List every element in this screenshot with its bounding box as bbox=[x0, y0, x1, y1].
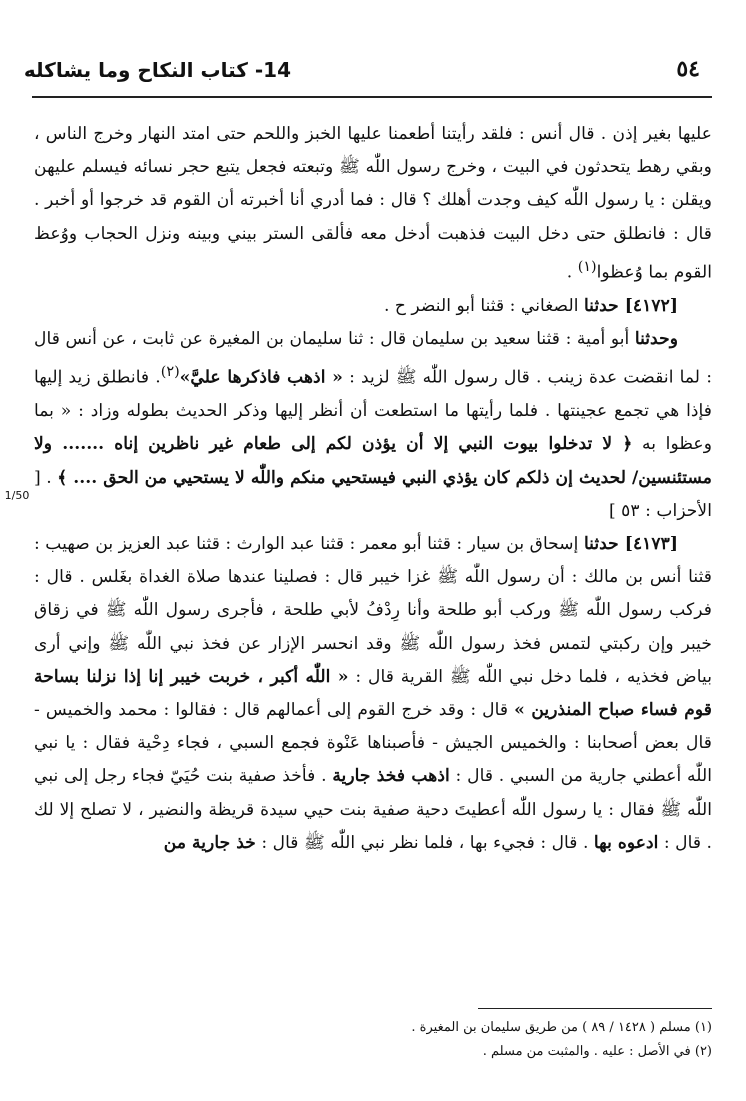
footnote: (٢) في الأصل : عليه . والمثبت من مسلم . bbox=[482, 1044, 712, 1059]
prophetic-quote: « اللّٰه أكبر ، خربت خيبر إنا إذا نزلنا بساحة قوم فساء صباح المنذرين » bbox=[34, 666, 712, 720]
prophetic-quote: اذهب فخذ جارية bbox=[332, 766, 450, 787]
footnote-ref: (١) bbox=[577, 258, 597, 275]
prophetic-quote: ادعوه بها bbox=[593, 832, 659, 853]
margin-note: 1/50 bbox=[4, 489, 30, 502]
hadith-4173: [٤١٧٣] حدثنا إسحاق بن سيار : قثنا أبو معمر : قثنا عبد الوارث : قثنا عبد العزيز بن صهيب : قثنا أنس بن مالك : أن رسول اللّٰه ﷺ غزا خيبر قال : فصلينا عندها صلاة الغداة بغَلس . قال : فركب رسول اللّٰه ﷺ وركب أبو طلحة وأنا رِدْفُ لأبي طلحة ، فأجرى رسول اللّٰه ﷺ في زقاق خيبر وإن ركبتي لتمس فخذ رسول اللّٰه ﷺ وقد انحسر الإزار عن فخذ نبي اللّٰه ﷺ وإني أرى بياض فخذيه ، فلما دخل نبي اللّٰه ﷺ القرية قال : « اللّٰه أكبر ، خربت خيبر إنا إذا نزلنا بساحة قوم فساء صباح المنذرين » قال : وقد خرج القوم إلى أعمالهم قال : فقالوا : محمد والخميس - قال بعض أصحابنا : والخميس الجيش - فأصبناها عَنْوة فجمع السبي ، فجاء دِحْية فقال : يا نبي اللّٰه أعطني جارية من السبي . قال : اذهب فخذ جارية . فأخذ صفية بنت حُيَيّ فجاء رجل إلى نبي اللّٰه ﷺ فقال : يا رسول اللّٰه أعطيتَ دحية صفية بنت حيي سيدة قريظة والنضير ، لا تصلح إلا لك . قال : ادعوه بها . قال : فجيء بها ، فلما نظر نبي اللّٰه ﷺ قال : خذ جارية من bbox=[34, 533, 712, 853]
footnotes bbox=[60, 1016, 712, 1064]
paragraph: عليها بغير إذن . قال أنس : فلقد رأيتنا أطعمنا عليها الخبز واللحم حتى امتد النهار وخرج الناس ، وبقي رهط يتحدثون في البيت ، وخرج رسول اللّٰه ﷺ وتبعته فجعل يتبع حجر نسائه فيسلم عليهن ويقلن : يا رسول اللّٰه كيف وجدت أهلك ؟ قال : فما أدري أنا أخبرته أن القوم قد خرجوا أو أخبر . قال : فانطلق حتى دخل البيت فذهبت أدخل معه فألقى الستر بيني وبينه ونزل الحجاب ووُعظ القوم بما وُعظوا$^{(١)}$ . bbox=[34, 124, 712, 283]
hadith-number: [٤١٧٢] bbox=[624, 295, 678, 316]
header-rule bbox=[32, 96, 712, 98]
footnote-rule bbox=[478, 1008, 712, 1009]
paragraph: وحدثنا أبو أمية : قثنا سعيد بن سليمان قال : ثنا سليمان بن المغيرة عن ثابت ، عن أنس قال : لما انقضت عدة زينب . قال رسول اللّٰه ﷺ لزيد : « اذهب فاذكرها عليَّ»$^{(٢)}$. فانطلق زيد إليها فإذا هي تجمع عجينتها . فلما رأيتها ما استطعت أن أنظر إليها وذكر الحديث بطوله وزاد : « بما وعظوا به ﴿ لا تدخلوا بيوت النبي إلا أن يؤذن لكم إلى طعام غير ناظرين إناه ....... ولا مستئنسين/ لحديث إن ذلكم كان يؤذي النبي فيستحيي منكم واللّٰه لا يستحيي من الحق .... ﴾ . [ الأحزاب : ٥٣ ] bbox=[34, 328, 712, 521]
chapter-title: 14- كتاب النكاح وما يشاكله bbox=[23, 58, 291, 82]
quran-verse: ﴿ لا تدخلوا بيوت النبي إلا أن يؤذن لكم إلى طعام غير ناظرين إناه ....... ولا مستئنسين/ لحديث إن ذلكم كان يؤذي النبي فيستحيي منكم واللّٰه لا يستحيي من الحق .... ﴾ bbox=[34, 434, 712, 488]
page-number: ٥٤ bbox=[676, 56, 700, 82]
hadith-4172-heading: [٤١٧٢] حدثنا الصغاني : قثنا أبو النضر ح . bbox=[383, 295, 678, 316]
prophetic-quote: « اذهب فاذكرها عليَّ» bbox=[179, 367, 343, 388]
body-text bbox=[34, 118, 712, 860]
footnote-ref: (٢) bbox=[160, 364, 180, 381]
hadith-number: [٤١٧٣] bbox=[624, 533, 679, 554]
prophetic-quote: خذ جارية من bbox=[163, 832, 256, 853]
footnote: (١) مسلم ( ١٤٢٨ / ٨٩ ) من طريق سليمان بن المغيرة . bbox=[411, 1020, 712, 1035]
